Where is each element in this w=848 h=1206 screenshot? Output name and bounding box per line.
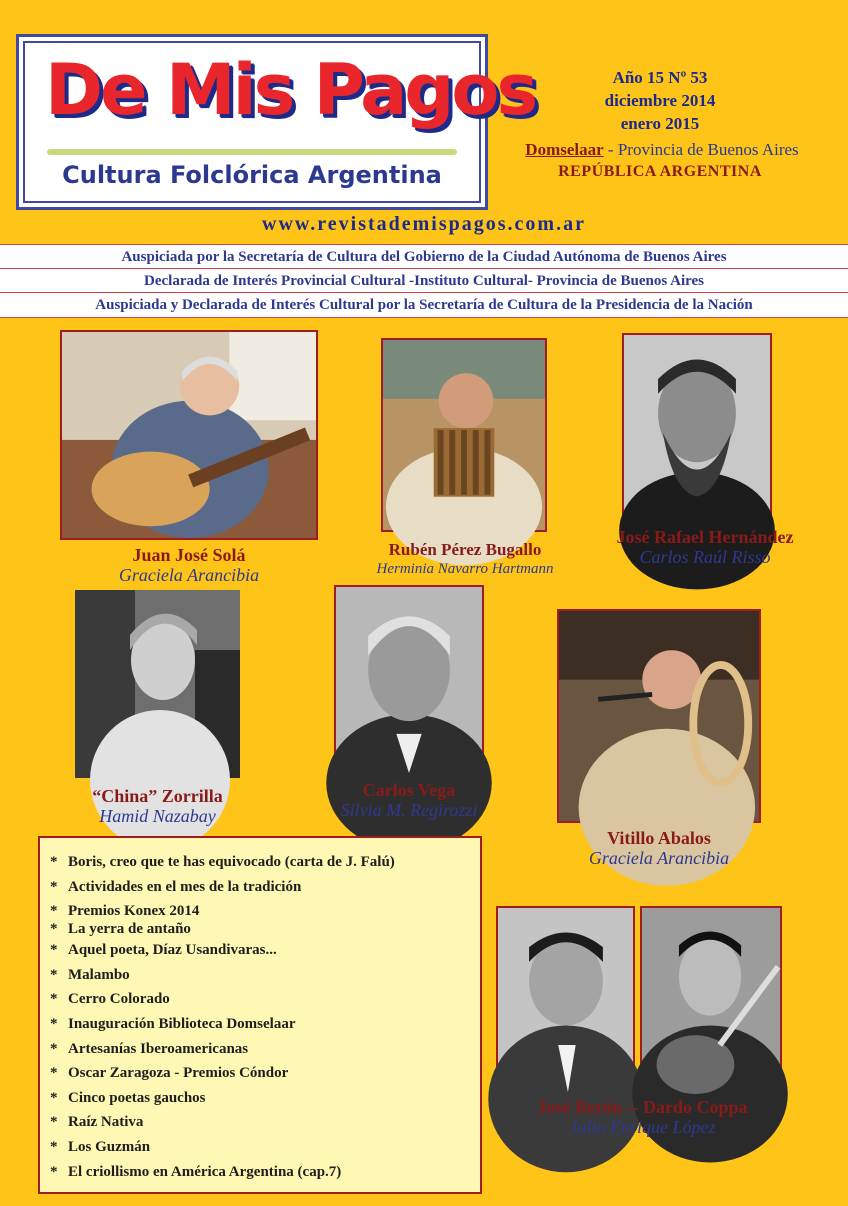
sponsor-line: Declarada de Interés Provincial Cultural -Instituto Cultural- Provincia de Buenos Aires (0, 269, 848, 293)
list-item[interactable]: * Actividades en el mes de la tradición (50, 878, 302, 895)
issue-month-2: enero 2015 (620, 114, 700, 133)
location-province: Provincia de Buenos Aires (617, 140, 799, 159)
issue-location (492, 140, 832, 160)
list-item[interactable]: * Premios Konex 2014 (50, 903, 200, 920)
list-item[interactable]: * Cerro Colorado (50, 991, 170, 1008)
photo-jose-rafael-hernandez (622, 333, 772, 519)
photo-jose-beron (496, 906, 635, 1094)
feature-author: Graciela Arancibia (118, 565, 260, 585)
location-separator: - (603, 140, 618, 159)
sponsor-line: Auspiciada y Declarada de Interés Cultural por la Secretaría de Cultura de la Presidencia de la Nación (95, 297, 753, 313)
photo-vitillo-abalos (557, 609, 761, 823)
logo-title: De Mis Pagos (45, 49, 536, 131)
feature-author: Hamid Nazabay (99, 806, 216, 826)
feature-author: Silvia M. Regirozzi (340, 800, 478, 820)
sponsor-band (0, 244, 848, 318)
feature-name: Vitillo Abalos (607, 828, 711, 848)
table-of-contents (38, 836, 482, 1194)
list-item[interactable]: * La yerra de antaño (50, 921, 191, 938)
list-item[interactable]: * Boris, creo que te has equivocado (carta de J. Falú) (50, 854, 395, 870)
list-item[interactable]: * El criollismo en América Argentina (cap.7) (50, 1163, 342, 1180)
feature-name: José Berón -- Dardo Coppa (537, 1097, 748, 1117)
feature-name: Rubén Pérez Bugallo (388, 540, 542, 559)
photo-ruben-perez-bugallo (381, 338, 547, 532)
photo-carlos-vega (334, 585, 484, 777)
photo-dardo-coppa (640, 906, 782, 1094)
logo-divider (47, 149, 457, 155)
list-item[interactable]: * Cinco poetas gauchos (50, 1089, 206, 1106)
magazine-logo (16, 34, 536, 210)
list-item[interactable]: * Aquel poeta, Díaz Usandivaras... (50, 942, 277, 959)
list-item[interactable]: * Inauguración Biblioteca Domselaar (50, 1015, 296, 1032)
photo-china-zorrilla (75, 590, 240, 778)
feature-name: Carlos Vega (362, 780, 456, 800)
feature-name: Juan José Solá (132, 545, 246, 565)
list-item[interactable]: * Malambo (50, 966, 130, 983)
feature-author: Graciela Arancibia (588, 848, 730, 868)
feature-author: Herminia Navarro Hartmann (376, 561, 554, 577)
list-item[interactable]: * Artesanías Iberoamericanas (50, 1040, 249, 1057)
logo-subtitle: Cultura Folclórica Argentina (62, 161, 442, 189)
sponsor-line: Auspiciada por la Secretaría de Cultura del Gobierno de la Ciudad Autónoma de Buenos Aires (0, 245, 848, 269)
issue-month-1: diciembre 2014 (604, 91, 716, 110)
list-item[interactable]: * Raíz Nativa (50, 1114, 144, 1131)
feature-name: José Rafael Hernández (616, 527, 794, 547)
location-place: Domselaar (525, 140, 604, 159)
issue-number: Año 15 Nº 53 (612, 68, 708, 87)
photo-juan-jose-sola (60, 330, 318, 540)
list-item[interactable]: * Oscar Zaragoza - Premios Cóndor (50, 1065, 289, 1082)
issue-country: REPÚBLICA ARGENTINA (558, 163, 762, 180)
feature-author: Carlos Raúl Risso (639, 547, 771, 567)
list-item[interactable]: * Los Guzmán (50, 1138, 151, 1155)
website-link[interactable]: www.revistademispagos.com.ar (262, 213, 586, 235)
feature-author: Julio Enrique López (569, 1117, 716, 1137)
feature-name: “China” Zorrilla (92, 786, 223, 806)
